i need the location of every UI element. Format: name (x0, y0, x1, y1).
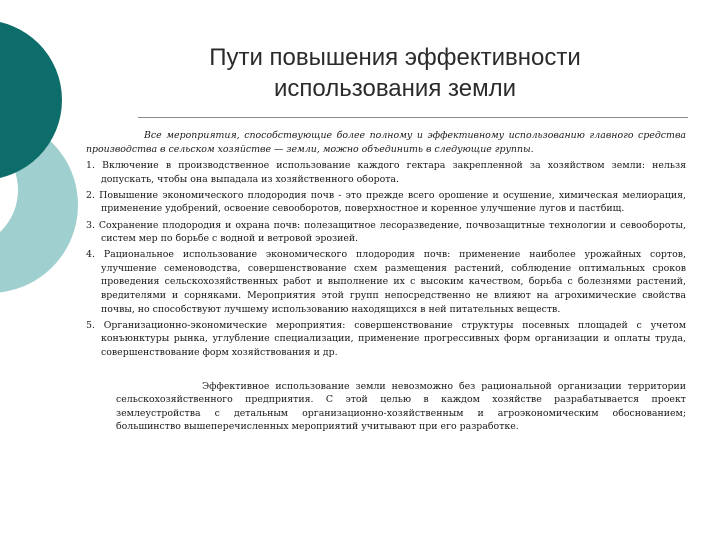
closing-paragraph: Эффективное использование земли невозможно без рациональной организации территории сельскохозяйственного предприятия. С этой целью в каждом хозяйстве разрабатывается проект землеустройства с детальным организационно-хозяйственным и агроэкономическим обоснованием; большинство вышеперечисленных мероприятий учитывают при его разработке. (116, 380, 686, 433)
list-item-3: 3. Сохранение плодородия и охрана почв: полезащитное лесоразведение, почвозащитные технологии и севообороты, систем мер по борьбе с водной и ветровой эрозией. (86, 219, 686, 245)
slide-title-line-1: Пути повышения эффективности (209, 44, 581, 71)
intro-paragraph: Все мероприятия, способствующие более полному и эффективному использованию главного средства производства в сельском хозяйстве — земли, можно объединить в следующие группы. (86, 130, 686, 155)
slide-body (86, 129, 686, 434)
list-item-5: 5. Организационно-экономические мероприятия: совершенствование структуры посевных площадей с учетом конъюнктуры рынка, углубление специализации, применение прогрессивных форм организации и оплаты труда, совершенствование форм хозяйствования и др. (86, 319, 686, 358)
list-item-1: 1. Включение в производственное использование каждого гектара закрепленной за хозяйством земли: нельзя допускать, чтобы она выпадала из хозяйственного оборота. (86, 160, 686, 185)
slide-title (140, 42, 650, 104)
title-divider (138, 117, 688, 118)
slide-title-line-2: использования земли (274, 75, 516, 102)
list-item-4: 4. Рациональное использование экономического плодородия почв: применение наиболее урожайных сортов, улучшение семеноводства, совершенствование схем размещения растений, соблюдение оптимальных сроков проведения сельскохозяйственных работ и выполнение их с высоким качеством, борьба с болезнями растений, вредителями и сорняками. Мероприятия этой групп непосредственно не влияют на агрохимические свойства почвы, но способствуют лучшему использованию находящихся в ней питательных веществ. (86, 249, 686, 315)
list-item-2: 2. Повышение экономического плодородия почв - это прежде всего орошение и осушение, химическая мелиорация, применение удобрений, освоение севооборотов, поверхностное и коренное улучшение лугов и пастбищ. (86, 189, 686, 215)
